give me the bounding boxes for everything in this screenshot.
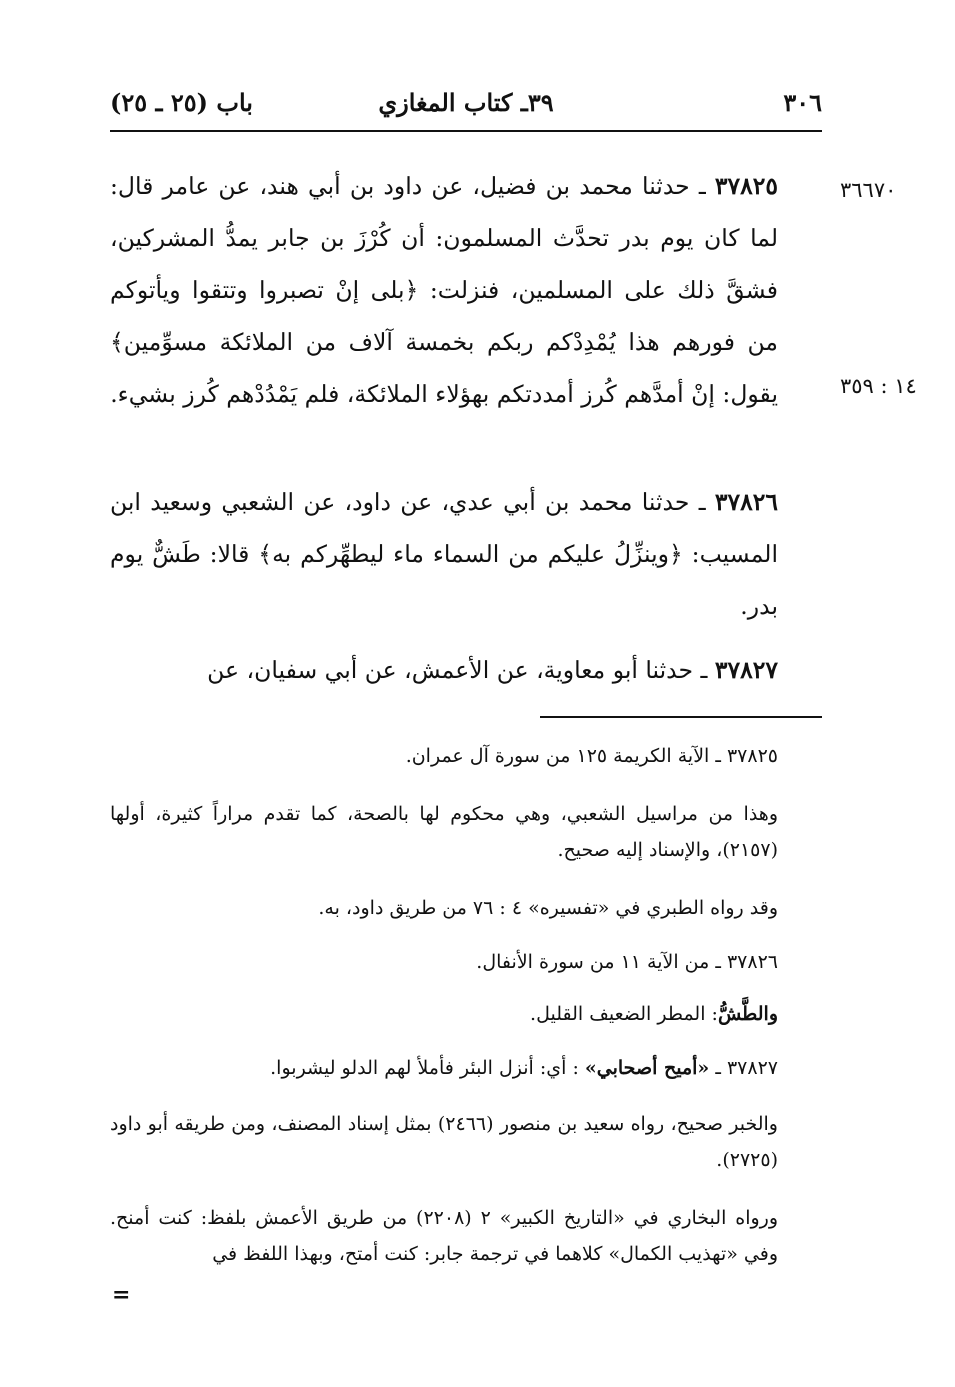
footnote-text: والخبر صحيح، رواه سعيد بن منصور (٢٤٦٦) بمثل إسناد المصنف، ومن طريقه أبو داود (٢٧٢٥). [110, 1113, 778, 1171]
chapter-range: باب (٢٥ ـ ٢٥) [110, 88, 253, 117]
page-header [110, 88, 822, 128]
footnote-7 [110, 1106, 822, 1178]
page-number: ٣٠٦ [783, 88, 822, 117]
footnote-8 [110, 1200, 822, 1272]
footnote-number: ٣٧٨٢٧ ـ [715, 1057, 778, 1079]
hadith-37826 [110, 476, 822, 632]
footnote-text: ٣٧٨٢٦ ـ من الآية ١١ من سورة الأنفال. [476, 951, 778, 973]
footnote-text: وقد رواه الطبري في «تفسيره» ٤ : ٧٦ من طريق داود، به. [318, 897, 778, 919]
footnote-text: ورواه البخاري في «التاريخ الكبير» ٢ (٢٢٠٨) من طريق الأعمش بلفظ: كنت أمنح. وفي «تهذيب الكمال» كلاهما في ترجمة جابر: كنت أمتح، وبهذا اللفظ في [110, 1207, 779, 1265]
hadith-text: ـ حدثنا محمد بن فضيل، عن داود بن أبي هند، عن عامر قال: لما كان يوم بدر تحدَّث المسلمون: أن كُرْزَ بن جابر يمدُّ المشركين، فشقَّ ذلك على المسلمين، فنزلت: ﴿بلى إنْ تصبروا وتتقوا ويأتوكم من فورهم هذا يُمْدِدْكم ربكم بخمسة آلاف من الملائكة مسوِّمين﴾ يقول: إنْ أمدَّهم كُرز أمددتكم بهؤلاء الملائكة، فلم يَمْدُدْهم كُرز بشيء. [110, 172, 778, 408]
footnote-1 [110, 738, 822, 774]
footnote-text: وهذا من مراسيل الشعبي، وهي محكوم لها بالصحة، كما تقدم مراراً كثيرة، أولها (٢١٥٧)، والإسناد إليه صحيح. [110, 803, 778, 861]
footnote-term: والطَّشُّ [717, 1003, 778, 1025]
hadith-number: ٣٧٨٢٥ [714, 172, 778, 200]
margin-ref-2: ١٤ : ٣٥٩ [840, 374, 917, 398]
footnote-text: ٣٧٨٢٥ ـ الآية الكريمة ١٢٥ من سورة آل عمران. [405, 745, 778, 767]
book-title: ٣٩ـ كتاب المغازي [378, 88, 554, 117]
hadith-text: ـ حدثنا محمد بن أبي عدي، عن داود، عن الشعبي وسعيد ابن المسيب: ﴿وينزِّلُ عليكم من السماء ماء ليطهِّركم به﴾ قالا: طَشٌّ يوم بدر. [110, 488, 778, 620]
footnote-5 [110, 996, 822, 1032]
footnote-6 [110, 1050, 822, 1086]
hadith-37825 [110, 160, 822, 420]
hadith-number: ٣٧٨٢٧ [714, 656, 778, 684]
continuation-mark: = [112, 1282, 131, 1308]
margin-ref-1: ٣٦٦٧٠ [840, 178, 897, 202]
hadith-37827 [110, 644, 822, 696]
header-rule [110, 130, 822, 132]
footnote-3 [110, 890, 822, 926]
hadith-number: ٣٧٨٢٦ [714, 488, 778, 516]
hadith-text: ـ حدثنا أبو معاوية، عن الأعمش، عن أبي سفيان، عن [207, 656, 715, 684]
footnote-term: «أميح أصحابي» [584, 1057, 710, 1079]
footnote-text: : المطر الضعيف القليل. [530, 1003, 718, 1025]
footnote-rule [540, 716, 822, 718]
footnote-text: : أي: أنزل البئر فأملأ لهم الدلو ليشربوا. [270, 1057, 585, 1079]
footnote-2 [110, 796, 822, 868]
footnote-4 [110, 944, 822, 980]
